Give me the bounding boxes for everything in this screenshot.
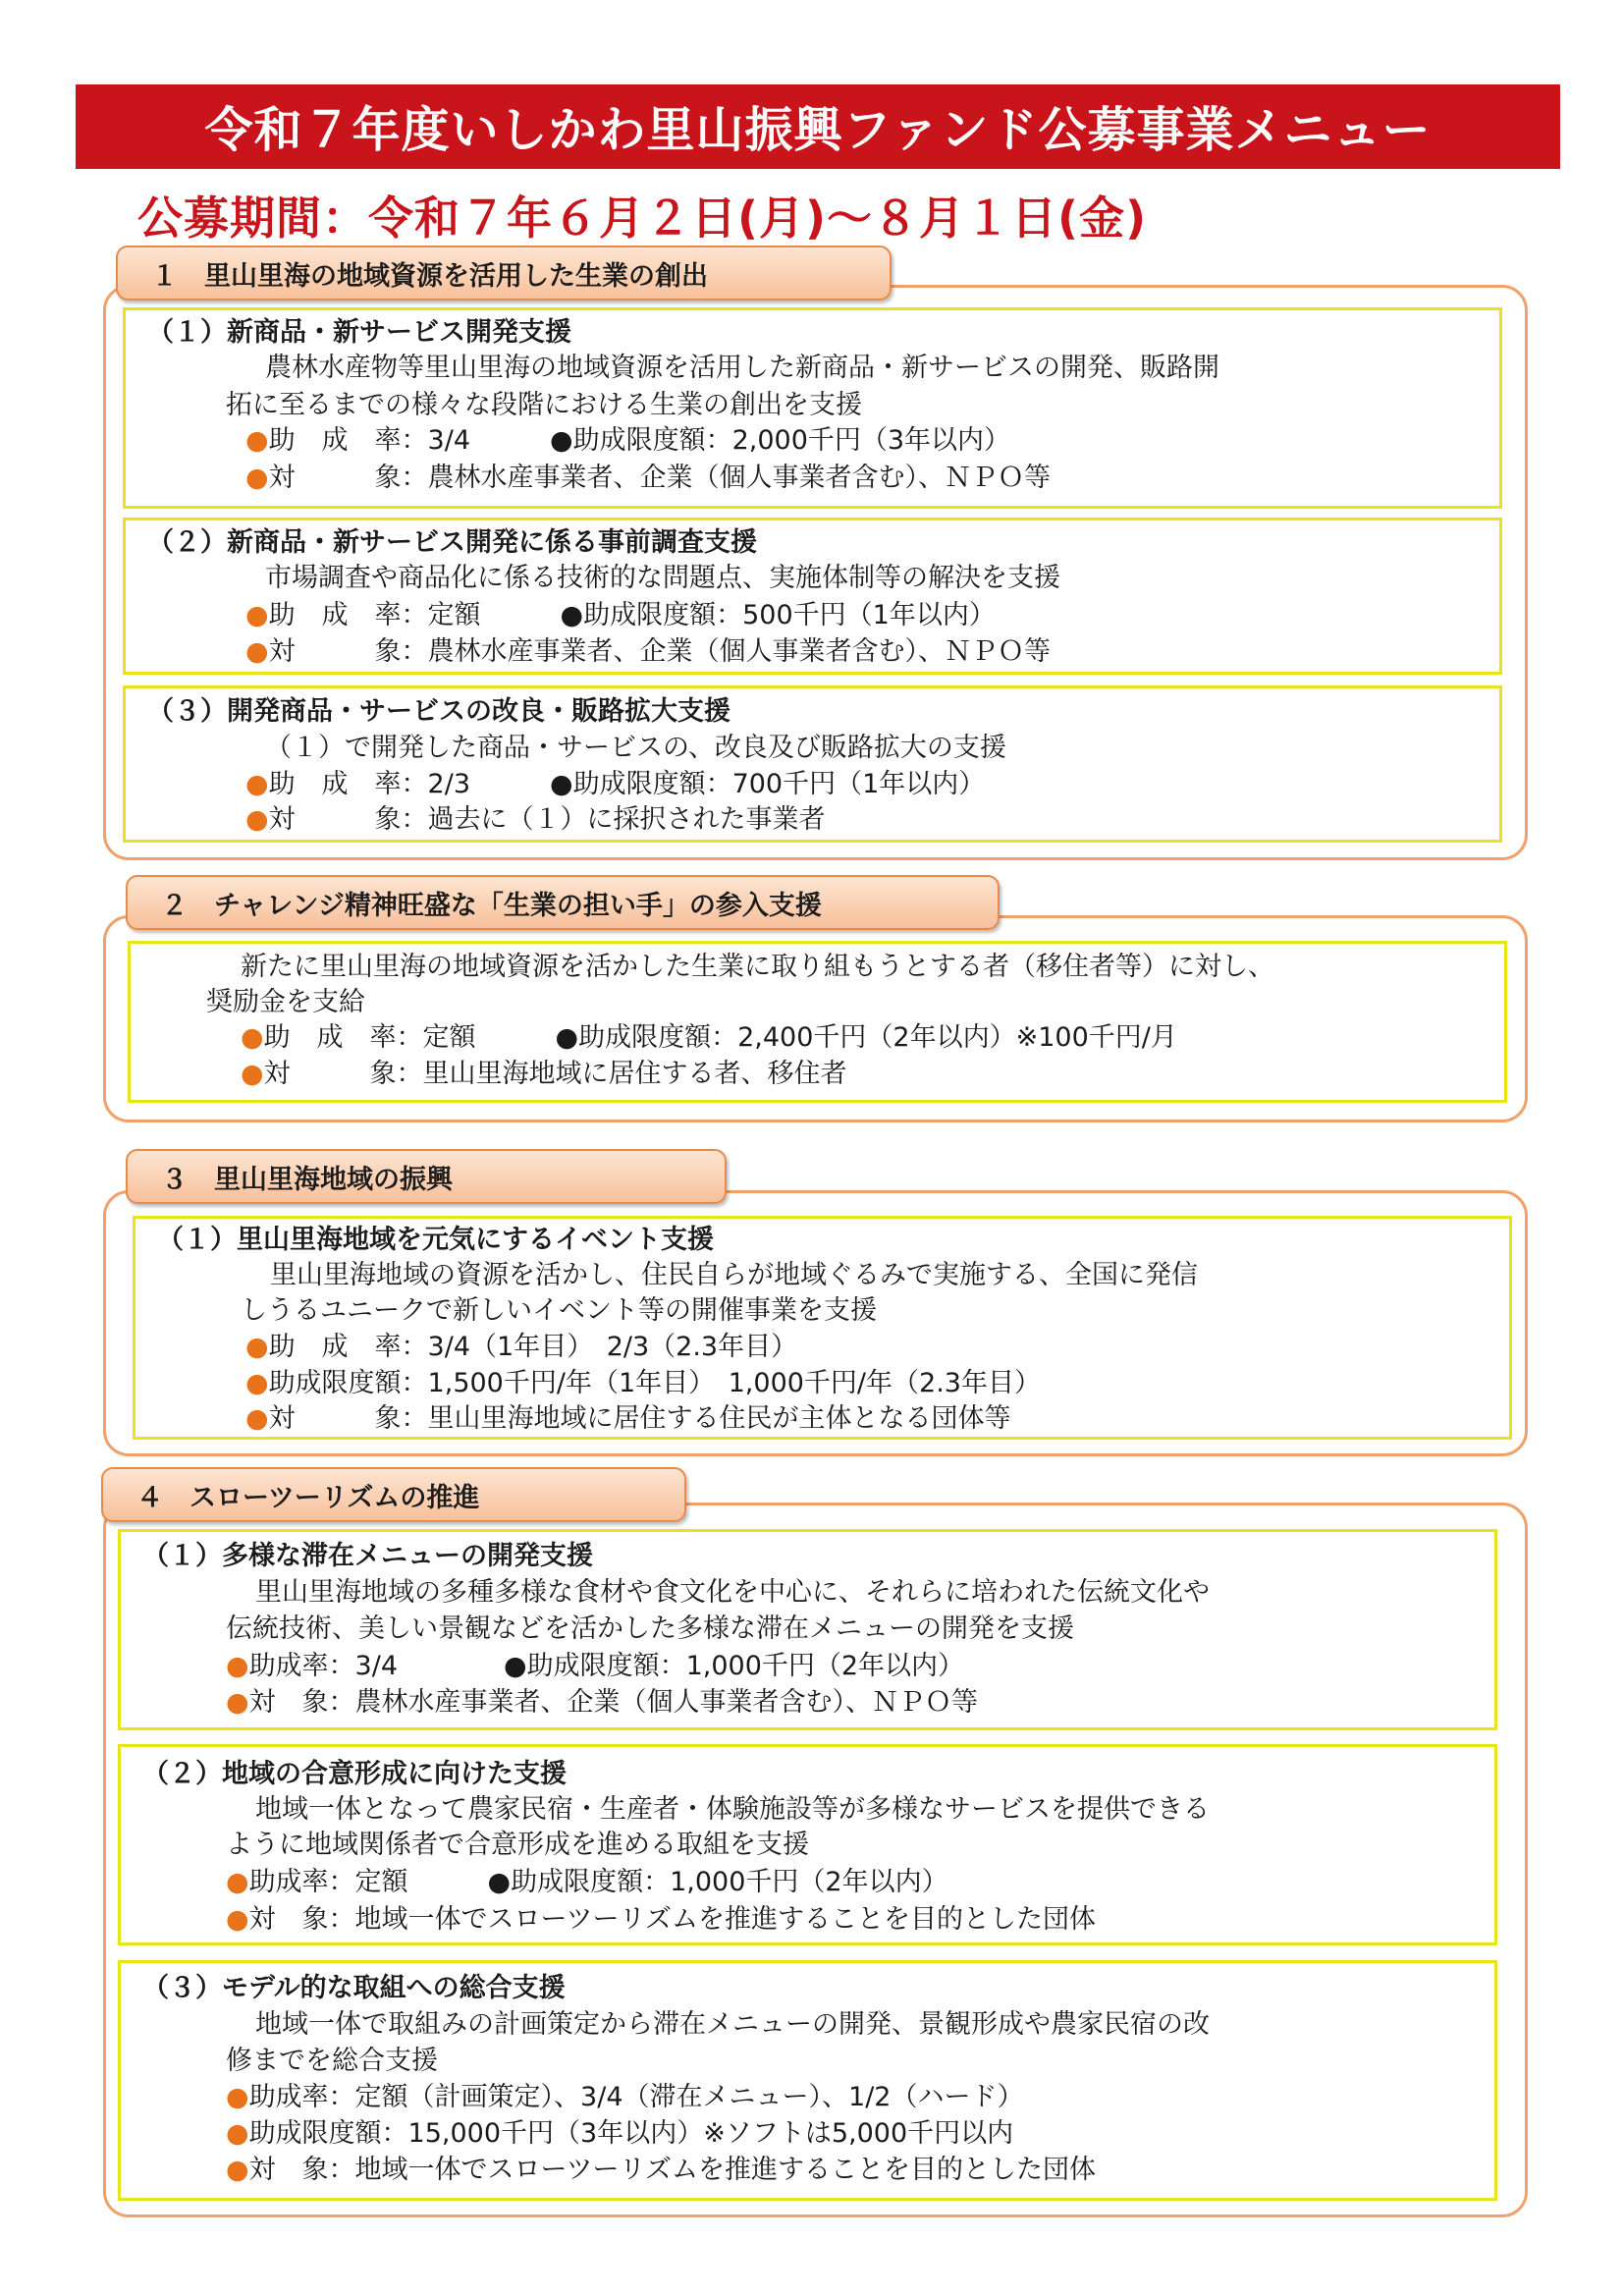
- card-detail: ●助成限度額：1,500千円/年（1年目） 1,000千円/年（2.3年目）: [245, 1368, 1041, 1398]
- card-detail: ●助成率：定額 ●助成限度額：1,000千円（2年以内）: [226, 1867, 948, 1897]
- card-title: （３）モデル的な取組への総合支援: [142, 1973, 566, 2003]
- card-description: ように地域関係者で合意形成を進める取組を支援: [226, 1830, 809, 1860]
- bullet-icon: ●: [226, 1687, 249, 1718]
- bullet-icon: ●: [241, 1059, 264, 1089]
- card-detail: ●助 成 率：3/4 ●助成限度額：2,000千円（3年以内）: [245, 425, 1011, 456]
- section-2-heading: ２ チャレンジ精神旺盛な「生業の担い手」の参入支援: [126, 875, 1000, 930]
- application-period: 公募期間：令和７年６月２日(月)～８月１日(金): [137, 191, 1148, 245]
- card-description: 里山里海地域の資源を活かし、住民自らが地域ぐるみで実施する、全国に発信: [270, 1260, 1198, 1290]
- bullet-icon: ●: [226, 2082, 249, 2112]
- card-detail: ●対 象：過去に（１）に採択された事業者: [245, 804, 826, 835]
- card-detail: ●対 象：里山里海地域に居住する住民が主体となる団体等: [245, 1403, 1011, 1434]
- card-description: 伝統技術、美しい景観などを活かした多様な滞在メニューの開発を支援: [226, 1613, 1074, 1644]
- card-detail: ●対 象：里山里海地域に居住する者、移住者: [241, 1059, 847, 1089]
- bullet-icon: ●: [245, 1368, 269, 1398]
- card-description: 新たに里山里海の地域資源を活かした生業に取り組もうとする者（移住者等）に対し、: [241, 952, 1274, 982]
- card-detail: ●助成限度額：15,000千円（3年以内）※ソフトは5,000千円以内: [226, 2118, 1014, 2149]
- bullet-icon: ●: [245, 636, 269, 667]
- card-detail: ●対 象：地域一体でスローツーリズムを推進することを目的とした団体: [226, 1904, 1096, 1935]
- bullet-icon: ●: [245, 463, 269, 493]
- card-detail: ●対 象：農林水産事業者、企業（個人事業者含む）、ＮＰＯ等: [226, 1687, 979, 1718]
- card-description: 地域一体で取組みの計画策定から滞在メニューの開発、景観形成や農家民宿の改: [255, 2009, 1210, 2040]
- card-description: 拓に至るまでの様々な段階における生業の創出を支援: [226, 390, 862, 420]
- card-detail: ●対 象：農林水産事業者、企業（個人事業者含む）、ＮＰＯ等: [245, 463, 1052, 493]
- bullet-icon: ●: [245, 769, 269, 799]
- bullet-icon: ●: [245, 804, 269, 835]
- bullet-icon: ●: [241, 1022, 264, 1053]
- page-title: 令和７年度いしかわ里山振興ファンド公募事業メニュー: [76, 84, 1560, 169]
- bullet-icon: ●: [226, 2118, 249, 2149]
- card-detail: ●助 成 率：定額 ●助成限度額：500千円（1年以内）: [245, 600, 996, 630]
- card-detail: ●助 成 率：定額 ●助成限度額：2,400千円（2年以内）※100千円/月: [241, 1022, 1177, 1053]
- card-description: しうるユニークで新しいイベント等の開催事業を支援: [241, 1295, 877, 1326]
- bullet-icon: ●: [226, 1651, 249, 1681]
- section-4-heading: ４ スローツーリズムの推進: [101, 1467, 686, 1522]
- card-detail: ●対 象：地域一体でスローツーリズムを推進することを目的とした団体: [226, 2155, 1096, 2185]
- card-title: （１）里山里海地域を元気にするイベント支援: [157, 1225, 714, 1255]
- card-detail: ●助 成 率：2/3 ●助成限度額：700千円（1年以内）: [245, 769, 986, 799]
- card-detail: ●助 成 率：3/4（1年目） 2/3（2.3年目）: [245, 1332, 798, 1362]
- card-description: （１）で開発した商品・サービスの、改良及び販路拡大の支援: [265, 733, 1006, 763]
- card-description: 修までを総合支援: [226, 2046, 438, 2076]
- card-detail: ●助成率：3/4 ●助成限度額：1,000千円（2年以内）: [226, 1651, 965, 1681]
- bullet-icon: ●: [245, 600, 269, 630]
- bullet-icon: ●: [226, 1867, 249, 1897]
- card-description: 奨励金を支給: [206, 987, 365, 1017]
- bullet-icon: ●: [226, 2155, 249, 2185]
- card-title: （１）多様な滞在メニューの開発支援: [142, 1541, 593, 1571]
- bullet-icon: ●: [226, 1904, 249, 1935]
- card-detail: ●助成率：定額（計画策定）、3/4（滞在メニュー）、1/2（ハード）: [226, 2082, 1024, 2112]
- bullet-icon: ●: [245, 1332, 269, 1362]
- bullet-icon: ●: [245, 425, 269, 456]
- card-description: 地域一体となって農家民宿・生産者・体験施設等が多様なサービスを提供できる: [255, 1794, 1210, 1825]
- card-description: 市場調査や商品化に係る技術的な問題点、実施体制等の解決を支援: [265, 563, 1060, 593]
- section-1-heading: １ 里山里海の地域資源を活用した生業の創出: [116, 246, 892, 301]
- card-title: （１）新商品・新サービス開発支援: [147, 317, 571, 348]
- card-title: （２）地域の合意形成に向けた支援: [142, 1759, 567, 1789]
- card-description: 里山里海地域の多種多様な食材や食文化を中心に、それらに培われた伝統文化や: [255, 1577, 1210, 1608]
- card-title: （３）開発商品・サービスの改良・販路拡大支援: [147, 696, 730, 727]
- card-description: 農林水産物等里山里海の地域資源を活用した新商品・新サービスの開発、販路開: [265, 353, 1219, 383]
- bullet-icon: ●: [245, 1403, 269, 1434]
- card-title: （２）新商品・新サービス開発に係る事前調査支援: [147, 527, 757, 558]
- card-detail: ●対 象：農林水産事業者、企業（個人事業者含む）、ＮＰＯ等: [245, 636, 1052, 667]
- section-3-heading: ３ 里山里海地域の振興: [126, 1149, 727, 1204]
